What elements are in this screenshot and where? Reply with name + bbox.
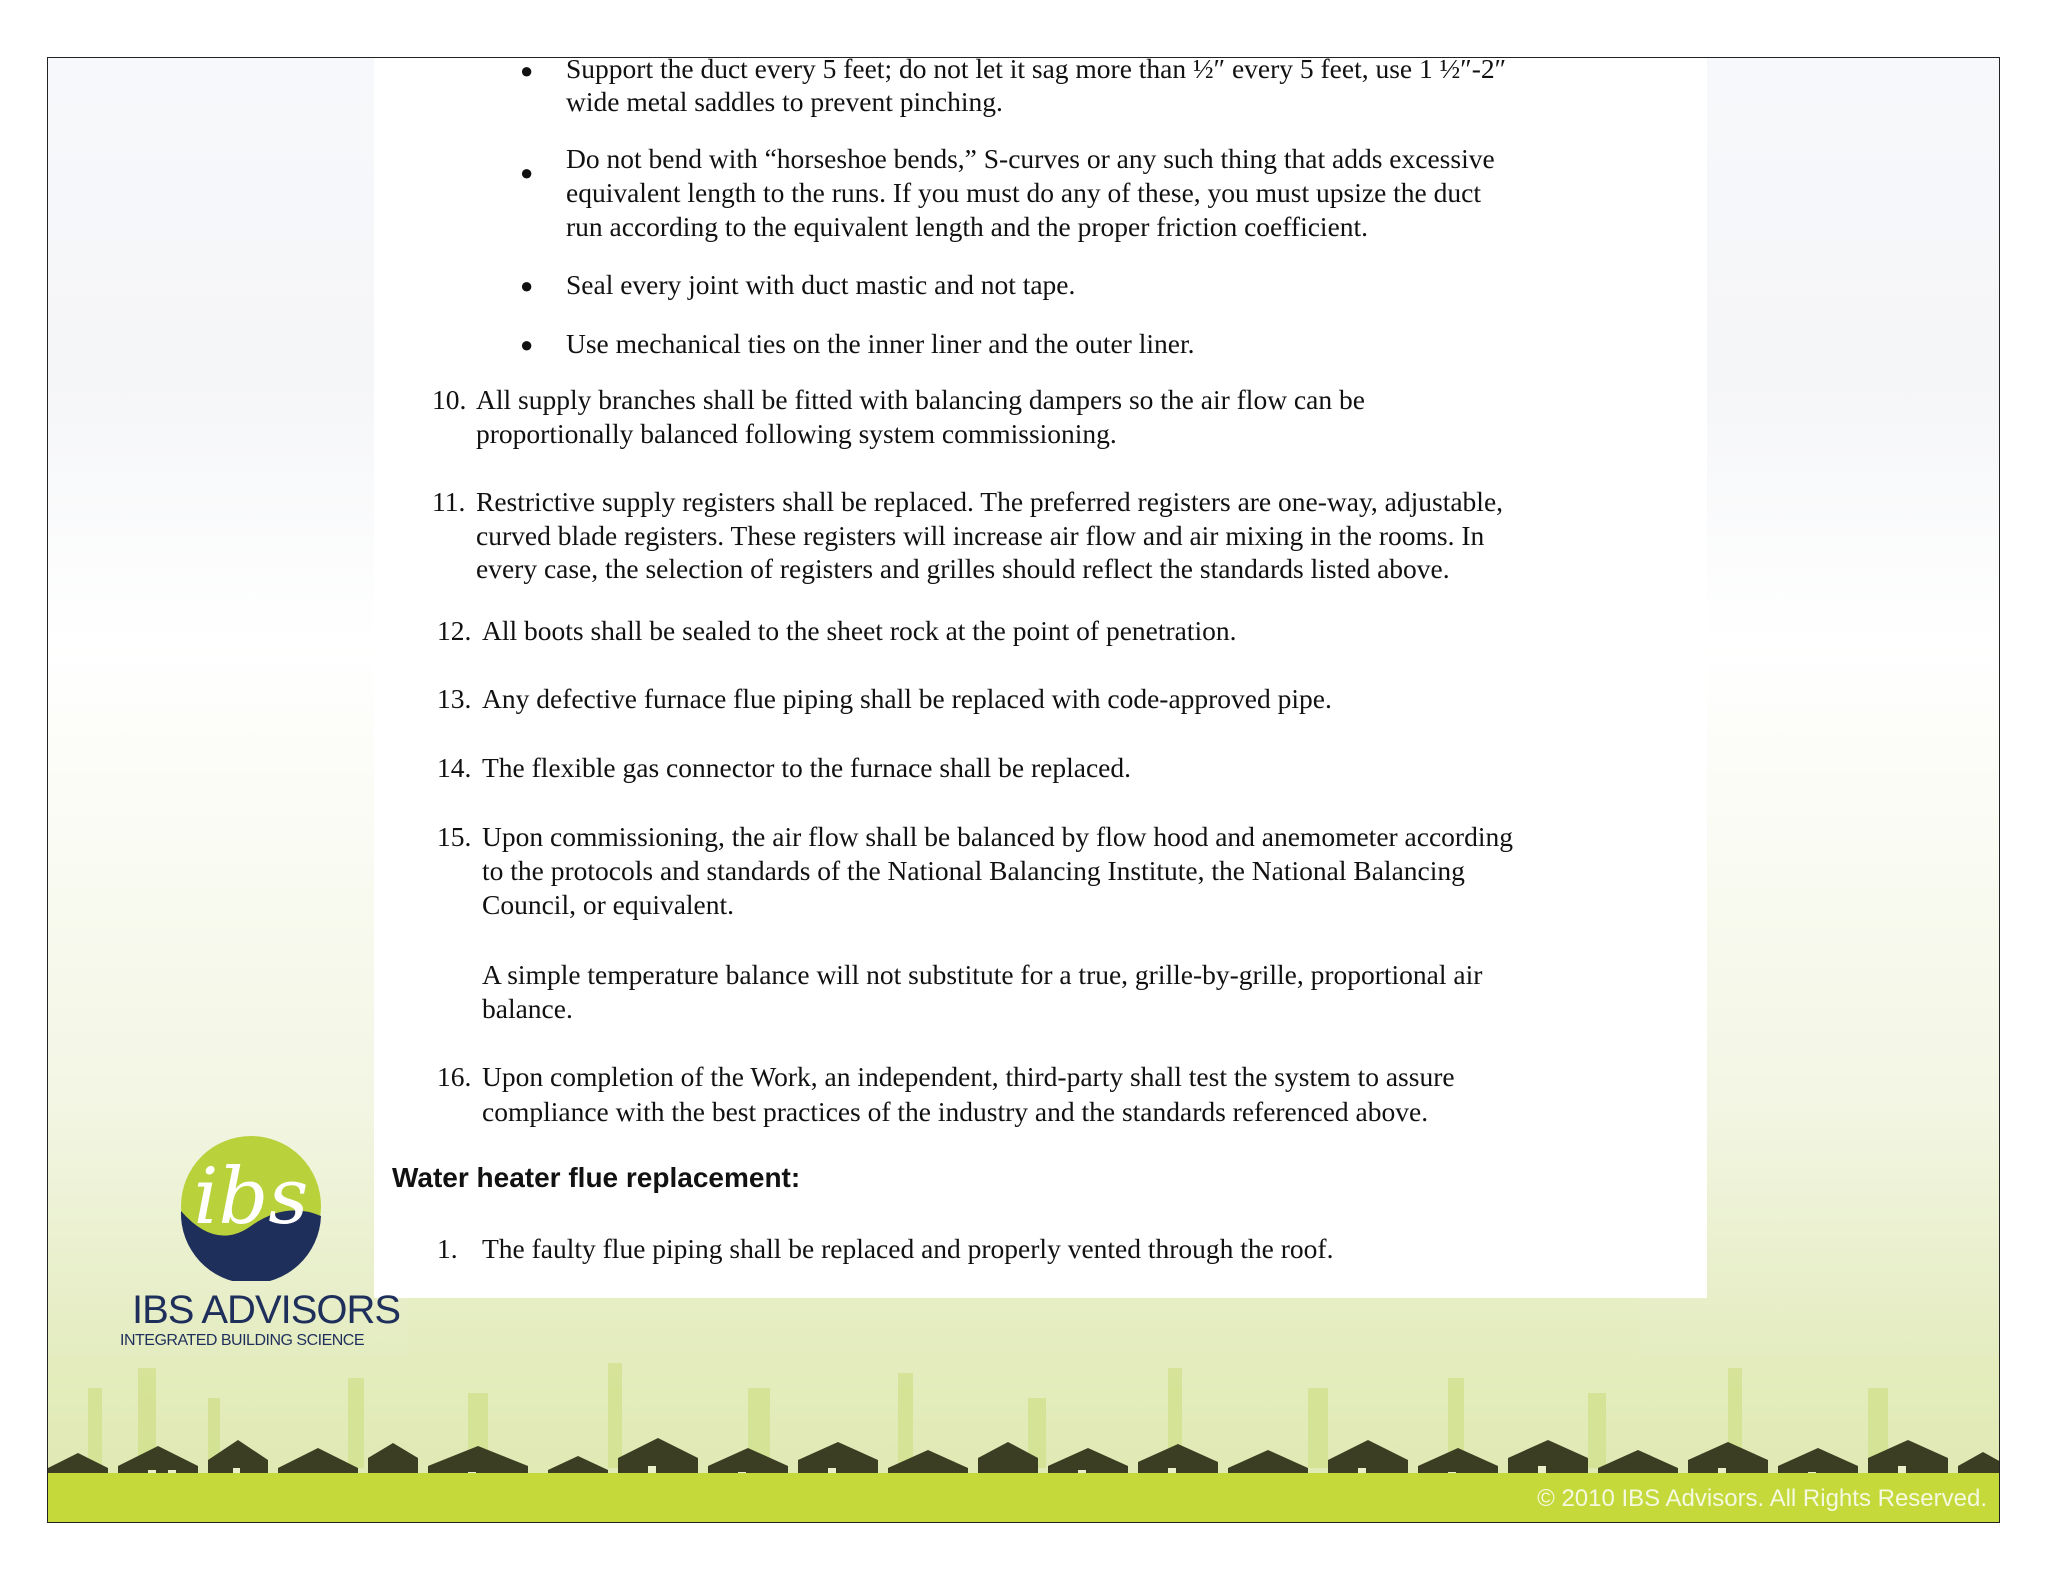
item-15-line-1: Upon commissioning, the air flow shall be balanced by flow hood and anemometer according [482,821,1513,852]
item-14-line-1: The flexible gas connector to the furnace shall be replaced. [482,752,1132,783]
bullet-marker: ● [520,58,534,83]
item-10-line-1: All supply branches shall be fitted with balancing dampers so the air flow can be [476,384,1365,415]
item-number: 10. [432,384,467,415]
bullet-4-line-1: Use mechanical ties on the inner liner and the outer liner. [566,328,1195,359]
bullet-3-line-1: Seal every joint with duct mastic and not tape. [566,269,1076,300]
item-12-line-1: All boots shall be sealed to the sheet rock at the point of penetration. [482,615,1237,646]
section-item-1-line-1: The faulty flue piping shall be replaced and properly vented through the roof. [482,1233,1334,1264]
bullet-2-line-2: equivalent length to the runs. If you must do any of these, you must upsize the duct [566,177,1481,208]
ibs-logo-mark [176,1131,326,1281]
logo-tagline: INTEGRATED BUILDING SCIENCE [120,1332,365,1349]
bullet-2-line-3: run according to the equivalent length and the proper friction coefficient. [566,211,1369,242]
item-number: 16. [437,1061,472,1092]
bullet-marker: ● [520,273,534,298]
bullet-marker: ● [520,332,534,357]
item-16-line-2: compliance with the best practices of the industry and the standards referenced above. [482,1096,1429,1127]
item-number: 1. [437,1233,458,1264]
copyright-text: © 2010 IBS Advisors. All Rights Reserved. [1537,1485,1987,1512]
logo-name: IBS ADVISORS [132,1288,401,1332]
item-number: 12. [437,615,472,646]
item-15-note-line-2: balance. [482,993,573,1024]
bullet-1-line-2: wide metal saddles to prevent pinching. [566,86,1003,117]
item-number: 15. [437,821,472,852]
item-number: 13. [437,683,472,714]
bullet-2-line-1: Do not bend with “horseshoe bends,” S-curves or any such thing that adds excessive [566,143,1495,174]
section-heading: Water heater flue replacement: [392,1162,801,1193]
logo-monogram: ibs [193,1152,309,1242]
bullet-marker: ● [520,160,534,185]
item-number: 14. [437,752,472,783]
item-10-line-2: proportionally balanced following system commissioning. [476,418,1117,449]
item-15-note-line-1: A simple temperature balance will not substitute for a true, grille-by-grille, proportional air [482,959,1483,990]
item-number: 11. [432,486,466,517]
item-15-line-2: to the protocols and standards of the National Balancing Institute, the National Balancing [482,855,1465,886]
item-13-line-1: Any defective furnace flue piping shall be replaced with code-approved pipe. [482,683,1332,714]
item-16-line-1: Upon completion of the Work, an independent, third-party shall test the system to assure [482,1061,1455,1092]
item-11-line-1: Restrictive supply registers shall be replaced. The preferred registers are one-way, adjustable, [476,486,1504,517]
item-11-line-2: curved blade registers. These registers will increase air flow and air mixing in the rooms. In [476,520,1485,551]
slide [47,57,2000,1523]
bullet-1-line-1: Support the duct every 5 feet; do not let it sag more than ½″ every 5 feet, use 1 ½″-2″ [566,57,1507,84]
item-11-line-3: every case, the selection of registers and grilles should reflect the standards listed above. [476,553,1450,584]
item-15-line-3: Council, or equivalent. [482,889,735,920]
